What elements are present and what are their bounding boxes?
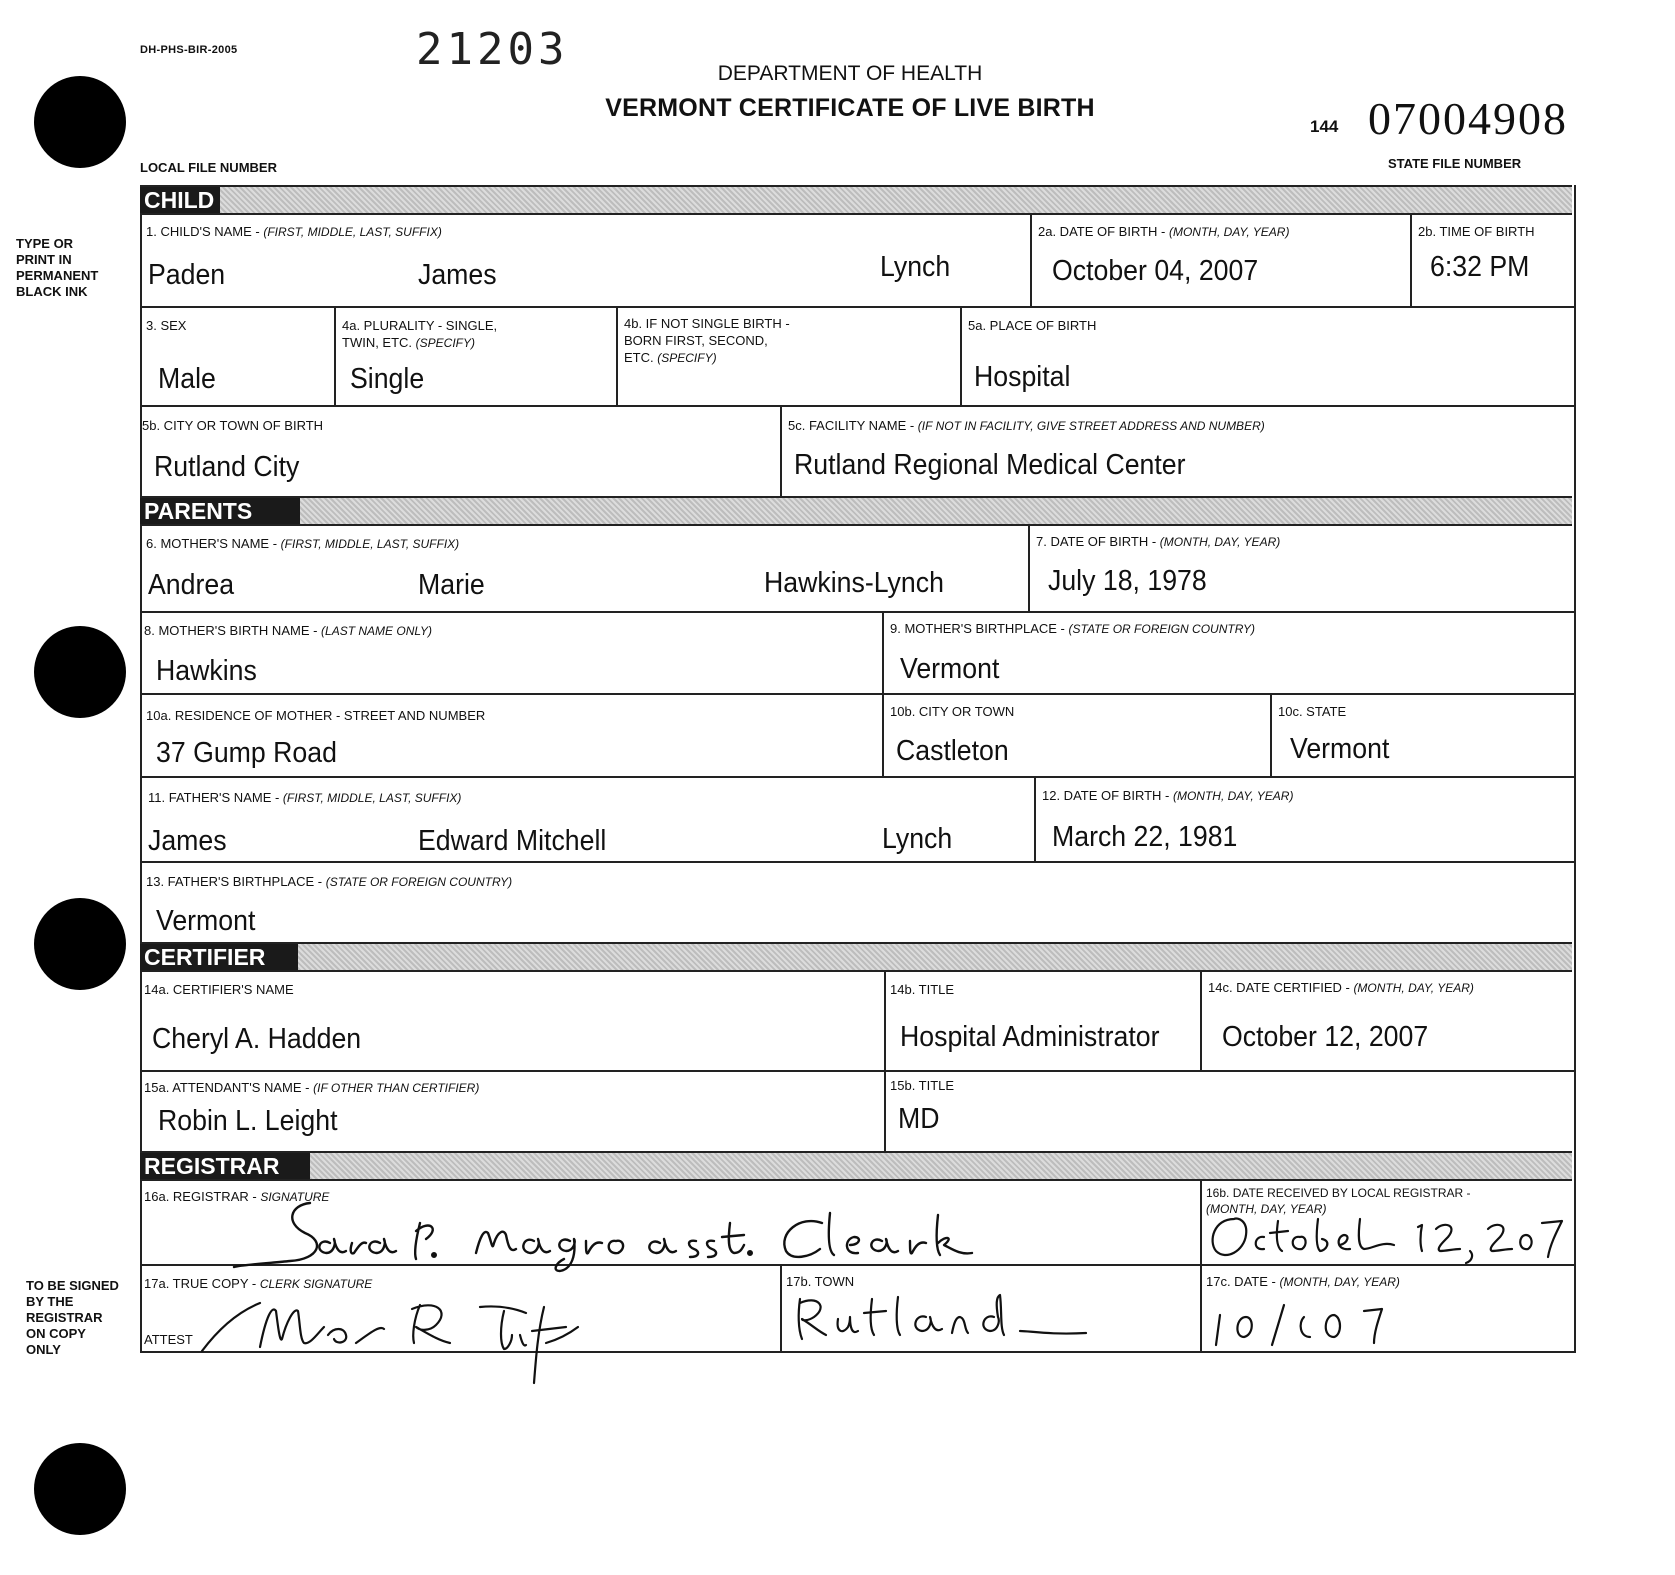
mother-first-name: Andrea: [148, 569, 235, 601]
date-received-handwritten: [1204, 1211, 1572, 1267]
state-file-prefix: 144: [1310, 117, 1339, 136]
certificate-title: VERMONT CERTIFICATE OF LIVE BIRTH: [605, 94, 1095, 122]
label-plurality: 4a. PLURALITY - SINGLE,: [342, 318, 498, 333]
label-mothers-name: 6. MOTHER'S NAME -: [146, 536, 281, 551]
certifier-name: Cheryl A. Hadden: [152, 1023, 362, 1055]
section-band-parents: [140, 496, 1572, 526]
section-label-child: CHILD: [140, 187, 220, 213]
child-facility-name: Rutland Regional Medical Center: [794, 449, 1186, 481]
label-date-received: 16b. DATE RECEIVED BY LOCAL REGISTRAR -: [1206, 1186, 1471, 1200]
label-mother-street: 10a. RESIDENCE OF MOTHER - STREET AND NUMBER: [146, 708, 486, 723]
father-birthplace: Vermont: [156, 905, 256, 937]
label-mother-birthplace: 9. MOTHER'S BIRTHPLACE -: [890, 621, 1069, 636]
certifier-title: Hospital Administrator: [900, 1021, 1160, 1053]
registrar-instruction: TO BE SIGNED BY THE REGISTRAR ON COPY ONLY: [26, 1278, 119, 1357]
label-registrar-signature: 16a. REGISTRAR -: [144, 1189, 261, 1204]
label-true-copy: 17a. TRUE COPY -: [144, 1276, 260, 1291]
father-middle-name: Edward Mitchell: [418, 825, 607, 857]
label-time-of-birth: 2b. TIME OF BIRTH: [1418, 224, 1535, 239]
true-copy-signature: [200, 1287, 700, 1387]
child-last-name: Lynch: [880, 251, 951, 283]
child-sex: Male: [158, 363, 216, 395]
label-father-birthplace: 13. FATHER'S BIRTHPLACE -: [146, 874, 326, 889]
section-label-certifier: CERTIFIER: [140, 944, 298, 970]
label-mother-state: 10c. STATE: [1278, 704, 1347, 719]
local-file-number: 21203: [416, 24, 569, 75]
father-date-of-birth: March 22, 1981: [1052, 821, 1238, 853]
child-date-of-birth: October 04, 2007: [1052, 255, 1259, 287]
child-place-of-birth: Hospital: [974, 361, 1071, 393]
mother-date-of-birth: July 18, 1978: [1048, 565, 1207, 597]
mother-street-address: 37 Gump Road: [156, 737, 337, 769]
section-label-parents: PARENTS: [140, 498, 300, 524]
copy-date-handwritten: [1206, 1293, 1466, 1349]
father-first-name: James: [148, 825, 227, 857]
mother-state: Vermont: [1290, 733, 1390, 765]
label-copy-date: 17c. DATE -: [1206, 1274, 1280, 1289]
child-city-of-birth: Rutland City: [154, 451, 300, 483]
attendant-title: MD: [898, 1103, 940, 1135]
date-certified: October 12, 2007: [1222, 1021, 1429, 1053]
mother-last-name: Hawkins-Lynch: [764, 567, 944, 599]
mother-birthplace: Vermont: [900, 653, 1000, 685]
binder-hole: [34, 1443, 126, 1535]
child-plurality: Single: [350, 363, 425, 395]
state-file-number: 07004908: [1368, 93, 1568, 144]
label-father-dob: 12. DATE OF BIRTH -: [1042, 788, 1173, 803]
label-date-certified: 14c. DATE CERTIFIED -: [1208, 980, 1354, 995]
label-place-of-birth: 5a. PLACE OF BIRTH: [968, 318, 1097, 333]
binder-hole: [34, 898, 126, 990]
town-handwritten: [790, 1291, 1170, 1347]
label-mother-dob: 7. DATE OF BIRTH -: [1036, 534, 1160, 549]
binder-hole: [34, 76, 126, 168]
registrar-signature: [230, 1193, 990, 1273]
label-town: 17b. TOWN: [786, 1274, 855, 1289]
label-birth-order: 4b. IF NOT SINGLE BIRTH -: [624, 316, 790, 331]
mother-city: Castleton: [896, 735, 1009, 767]
child-time-of-birth: 6:32 PM: [1430, 251, 1530, 283]
label-mother-city: 10b. CITY OR TOWN: [890, 704, 1015, 719]
binder-hole: [34, 626, 126, 718]
label-sex: 3. SEX: [146, 318, 187, 333]
label-fathers-name: 11. FATHER'S NAME -: [148, 790, 283, 805]
mother-birth-name: Hawkins: [156, 655, 257, 687]
section-label-registrar: REGISTRAR: [140, 1153, 310, 1179]
ink-instruction: TYPE OR PRINT IN PERMANENT BLACK INK: [16, 236, 99, 299]
child-middle-name: James: [418, 259, 497, 291]
label-certifier-name: 14a. CERTIFIER'S NAME: [144, 982, 294, 997]
label-attendant-name: 15a. ATTENDANT'S NAME -: [144, 1080, 314, 1095]
father-last-name: Lynch: [882, 823, 953, 855]
form-code: DH-PHS-BIR-2005: [140, 44, 238, 56]
label-date-of-birth: 2a. DATE OF BIRTH -: [1038, 224, 1169, 239]
state-file-number-label: STATE FILE NUMBER: [1388, 156, 1522, 171]
local-file-number-label: LOCAL FILE NUMBER: [140, 160, 277, 175]
certificate-form: CHILD 1. CHILD'S NAME - (FIRST, MIDDLE, LAST, SUFFIX) Paden James Lynch 2a. DATE OF BIRTH - (MONTH, DAY, YEAR) October 04, 2007 2b. TIME OF BIRTH 6:32 PM 3. SEX Male 4a. PLURALITY - SINGLE, TWIN, ETC. (SPECIFY) Single 4b. IF NOT SINGLE BIRTH - BORN FIRST, SECOND, ETC. (SPECIFY) 5a. PLACE OF BIRTH Hospital 5b. CITY OR TOWN OF BIRTH Rutland City 5c. FACILITY NAME - (IF NOT IN FACILITY, GIVE STREET ADDRESS AND NUMBER) Rutland Regional Medical Center PARENTS 6. MOTHER'S NAME - (FIRST, MIDDLE, LAST, SUFFIX) Andrea Marie Hawkins-Lynch 7. DATE OF BIRTH - (MONTH, DAY, YEAR) July 18, 1978 8. MOTHER'S BIRTH NAME - (LAST NAME ONLY) Hawkins 9. MOTHER'S BIRTHPLACE - (STATE OR FOREIGN COUNTRY) Vermont 10a. RESIDENCE OF MOTHER - STREET AND NUMBER 37 Gump Road 10b. CITY OR TOWN Castleton 10c. STATE Vermont 11. FATHER'S NAME - (FIRST, MIDDLE, LAST, SUFFIX) James Edward Mitchell Lynch 12. DATE OF BIRTH - (MONTH, DAY, YEAR) March 22, 1981 13. FATHER'S BIRTHPLACE - (STATE OR FOREIGN COUNTRY) Vermont CERTIFIER 14a. CERTIFIER'S NAME Cheryl A. Hadden 14b. TITLE Hospital Administrator 14c. DATE CERTIFIED - (MONTH, DAY, YEAR) October 12, 2007 15a. ATTENDANT'S NAME - (IF OTHER THAN CERTIFIER) Robin L. Leight 15b. TITLE MD REGISTRAR 16a. REGISTRAR - SIGNATURE 16b. DATE RECEIVED BY LOCAL REGISTRAR - (MONTH, DAY, YEAR) 17a. TRUE COPY - CLERK SIGNATURE ATTEST 17b. TOWN 17c. DATE - (MONTH, DAY, YEAR): [140, 185, 1576, 1353]
mother-middle-name: Marie: [418, 569, 485, 601]
label-facility-name: 5c. FACILITY NAME -: [788, 418, 918, 433]
label-attest: ATTEST: [144, 1332, 193, 1347]
label-childs-name: 1. CHILD'S NAME -: [146, 224, 264, 239]
section-band-certifier: [140, 942, 1572, 972]
attendant-name: Robin L. Leight: [158, 1105, 338, 1137]
label-mother-birth-name: 8. MOTHER'S BIRTH NAME -: [144, 623, 322, 638]
section-band-child: [140, 185, 1572, 215]
child-first-name: Paden: [148, 259, 226, 291]
section-band-registrar: [140, 1151, 1572, 1181]
department-name: DEPARTMENT OF HEALTH: [717, 62, 983, 85]
label-city-of-birth: 5b. CITY OR TOWN OF BIRTH: [142, 418, 324, 433]
label-certifier-title: 14b. TITLE: [890, 982, 955, 997]
label-attendant-title: 15b. TITLE: [890, 1078, 955, 1093]
